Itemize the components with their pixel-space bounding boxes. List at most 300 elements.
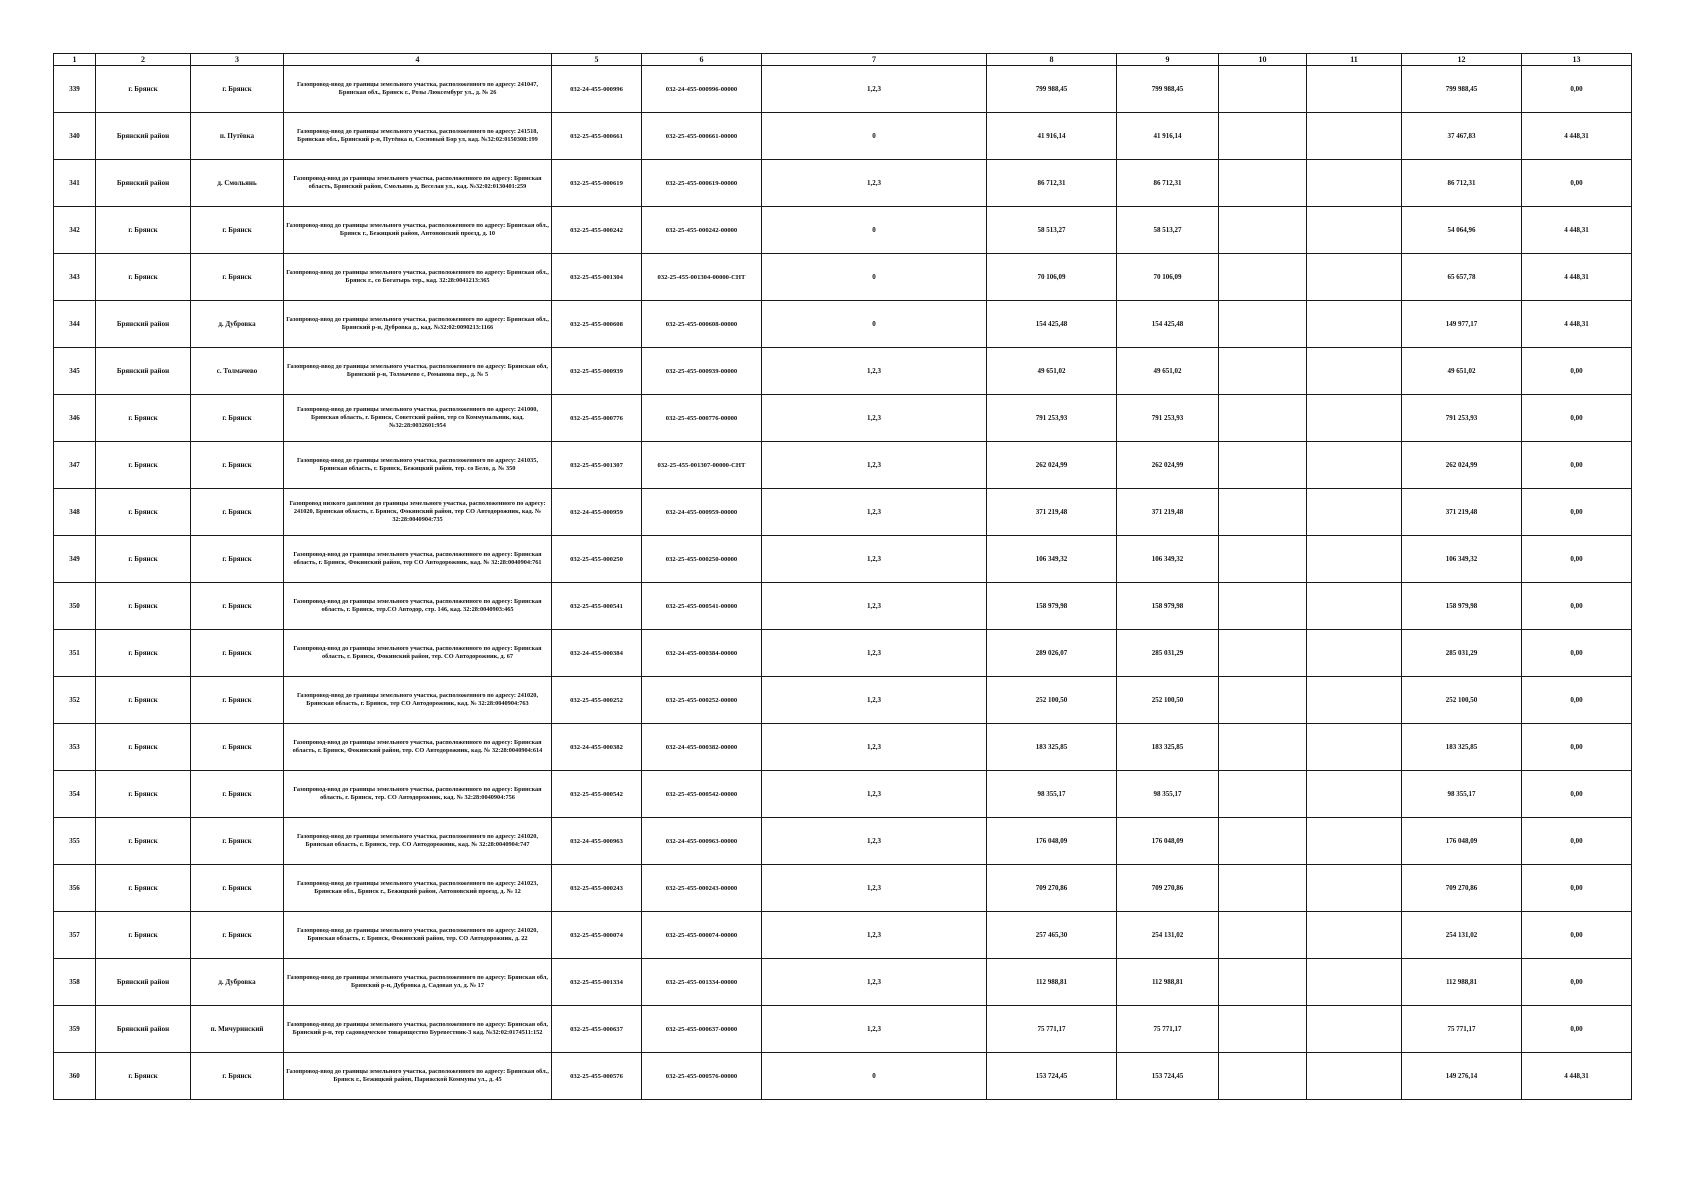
column-12-cell: 176 048,09 — [1402, 818, 1522, 865]
inventory-code-cell: 032-25-455-000576-00000 — [642, 1053, 762, 1100]
object-code-cell: 032-25-455-000074 — [552, 912, 642, 959]
inventory-code-cell: 032-25-455-000541-00000 — [642, 583, 762, 630]
object-code-cell: 032-25-455-000541 — [552, 583, 642, 630]
column-9-cell: 176 048,09 — [1117, 818, 1219, 865]
column-9-cell: 106 349,32 — [1117, 536, 1219, 583]
column-8-cell: 158 979,98 — [987, 583, 1117, 630]
settlement-cell: г. Брянск — [191, 583, 284, 630]
inventory-code-cell: 032-25-455-000637-00000 — [642, 1006, 762, 1053]
column-12-cell: 371 219,48 — [1402, 489, 1522, 536]
object-description-cell: Газопровод-ввод до границы земельного участка, расположенного по адресу: Брянская область, г. Брянск, тер. СО Автодорожник, кад. № 32:28:0040904:756 — [284, 771, 552, 818]
inventory-code-cell: 032-25-455-000242-00000 — [642, 207, 762, 254]
district-cell: г. Брянск — [96, 677, 191, 724]
settlement-cell: г. Брянск — [191, 442, 284, 489]
column-11-cell — [1307, 1006, 1402, 1053]
column-12-cell: 49 651,02 — [1402, 348, 1522, 395]
settlement-cell: г. Брянск — [191, 912, 284, 959]
column-9-cell: 58 513,27 — [1117, 207, 1219, 254]
district-cell: г. Брянск — [96, 395, 191, 442]
district-cell: г. Брянск — [96, 583, 191, 630]
settlement-cell: г. Брянск — [191, 677, 284, 724]
row-number-cell: 341 — [54, 160, 96, 207]
inventory-code-cell: 032-25-455-000542-00000 — [642, 771, 762, 818]
row-number-cell: 340 — [54, 113, 96, 160]
column-11-cell — [1307, 160, 1402, 207]
object-description-cell: Газопровод-ввод до границы земельного участка, расположенного по адресу: 241035, Брянская область, г. Брянск, Бежицкий район, тер. со Бело, д. № 350 — [284, 442, 552, 489]
column-13-cell: 0,00 — [1522, 160, 1632, 207]
object-code-cell: 032-25-455-000661 — [552, 113, 642, 160]
column-8-cell: 289 026,07 — [987, 630, 1117, 677]
column-11-cell — [1307, 442, 1402, 489]
column-7-cell: 1,2,3 — [762, 818, 987, 865]
column-11-cell — [1307, 724, 1402, 771]
district-cell: г. Брянск — [96, 818, 191, 865]
column-8-cell: 112 988,81 — [987, 959, 1117, 1006]
column-header-1: 1 — [54, 54, 96, 66]
column-7-cell: 1,2,3 — [762, 536, 987, 583]
row-number-cell: 345 — [54, 348, 96, 395]
district-cell: г. Брянск — [96, 254, 191, 301]
table-row — [54, 630, 1632, 677]
table-row — [54, 583, 1632, 630]
settlement-cell: г. Брянск — [191, 489, 284, 536]
object-description-cell: Газопровод-ввод до границы земельного участка, расположенного по адресу: 241023, Брянская обл., Брянск г., Бежицкий район, Антоновский проезд, д. № 12 — [284, 865, 552, 912]
column-header-5: 5 — [552, 54, 642, 66]
object-code-cell: 032-25-455-000576 — [552, 1053, 642, 1100]
column-9-cell: 285 031,29 — [1117, 630, 1219, 677]
column-9-cell: 41 916,14 — [1117, 113, 1219, 160]
object-description-cell: Газопровод-ввод до границы земельного участка, расположенного по адресу: Брянская обл, Брянский р-н, Дубровка д, Садовая ул, д. № 17 — [284, 959, 552, 1006]
column-header-2: 2 — [96, 54, 191, 66]
column-8-cell: 41 916,14 — [987, 113, 1117, 160]
district-cell: г. Брянск — [96, 771, 191, 818]
table-row — [54, 442, 1632, 489]
column-12-cell: 799 988,45 — [1402, 66, 1522, 113]
column-9-cell: 254 131,02 — [1117, 912, 1219, 959]
district-cell: Брянский район — [96, 113, 191, 160]
inventory-code-cell: 032-25-455-000250-00000 — [642, 536, 762, 583]
column-13-cell: 0,00 — [1522, 912, 1632, 959]
column-13-cell: 0,00 — [1522, 1006, 1632, 1053]
column-8-cell: 176 048,09 — [987, 818, 1117, 865]
column-11-cell — [1307, 959, 1402, 1006]
column-12-cell: 262 024,99 — [1402, 442, 1522, 489]
column-11-cell — [1307, 207, 1402, 254]
settlement-cell: г. Брянск — [191, 724, 284, 771]
settlement-cell: п. Мичуринский — [191, 1006, 284, 1053]
column-7-cell: 1,2,3 — [762, 912, 987, 959]
district-cell: Брянский район — [96, 160, 191, 207]
district-cell: г. Брянск — [96, 724, 191, 771]
object-code-cell: 032-25-455-001304 — [552, 254, 642, 301]
inventory-code-cell: 032-24-455-000996-00000 — [642, 66, 762, 113]
column-9-cell: 153 724,45 — [1117, 1053, 1219, 1100]
table-row — [54, 865, 1632, 912]
inventory-code-cell: 032-25-455-000243-00000 — [642, 865, 762, 912]
column-header-8: 8 — [987, 54, 1117, 66]
column-7-cell: 1,2,3 — [762, 348, 987, 395]
column-12-cell: 37 467,83 — [1402, 113, 1522, 160]
object-description-cell: Газопровод-ввод до границы земельного участка, расположенного по адресу: Брянская обл, Брянский р-н, тер садоводческое товарищество Буревестник-3 кад. №32:02:0174511:152 — [284, 1006, 552, 1053]
column-11-cell — [1307, 818, 1402, 865]
column-10-cell — [1219, 113, 1307, 160]
settlement-cell: д. Дубровка — [191, 959, 284, 1006]
district-cell: Брянский район — [96, 301, 191, 348]
column-header-7: 7 — [762, 54, 987, 66]
column-8-cell: 75 771,17 — [987, 1006, 1117, 1053]
object-code-cell: 032-25-455-000252 — [552, 677, 642, 724]
column-7-cell: 1,2,3 — [762, 959, 987, 1006]
column-10-cell — [1219, 442, 1307, 489]
column-9-cell: 799 988,45 — [1117, 66, 1219, 113]
object-description-cell: Газопровод-ввод до границы земельного участка, расположенного по адресу: Брянская обл., Брянск г., Бежицкий район, Парижской Коммуны ул., д. 45 — [284, 1053, 552, 1100]
column-12-cell: 183 325,85 — [1402, 724, 1522, 771]
inventory-code-cell: 032-24-455-000382-00000 — [642, 724, 762, 771]
column-13-cell: 0,00 — [1522, 348, 1632, 395]
inventory-code-cell: 032-25-455-000608-00000 — [642, 301, 762, 348]
column-10-cell — [1219, 207, 1307, 254]
district-cell: г. Брянск — [96, 865, 191, 912]
settlement-cell: г. Брянск — [191, 395, 284, 442]
column-7-cell: 1,2,3 — [762, 442, 987, 489]
column-header-10: 10 — [1219, 54, 1307, 66]
settlement-cell: г. Брянск — [191, 66, 284, 113]
column-12-cell: 75 771,17 — [1402, 1006, 1522, 1053]
column-9-cell: 112 988,81 — [1117, 959, 1219, 1006]
row-number-cell: 354 — [54, 771, 96, 818]
column-10-cell — [1219, 912, 1307, 959]
table-row — [54, 912, 1632, 959]
object-description-cell: Газопровод-ввод до границы земельного участка, расположенного по адресу: 241020, Брянская область, г. Брянск, тер СО Автодорожник, кад. № 32:28:0040904:763 — [284, 677, 552, 724]
table-row — [54, 348, 1632, 395]
column-7-cell: 1,2,3 — [762, 865, 987, 912]
column-12-cell: 54 064,96 — [1402, 207, 1522, 254]
object-description-cell: Газопровод-ввод до границы земельного участка, расположенного по адресу: Брянская область, Брянский район, Смольянь д, Веселая ул., кад. №32:02:0130401:259 — [284, 160, 552, 207]
column-13-cell: 0,00 — [1522, 771, 1632, 818]
row-number-cell: 357 — [54, 912, 96, 959]
column-10-cell — [1219, 66, 1307, 113]
object-description-cell: Газопровод-ввод до границы земельного участка, расположенного по адресу: Брянская обл., Брянск г., Бежицкий район, Антоновский проезд, д. 10 — [284, 207, 552, 254]
column-11-cell — [1307, 912, 1402, 959]
column-8-cell: 153 724,45 — [987, 1053, 1117, 1100]
column-13-cell: 4 448,31 — [1522, 207, 1632, 254]
object-description-cell: Газопровод-ввод до границы земельного участка, расположенного по адресу: Брянская обл, Брянский р-н, Толмачево с, Романова пер., д. № 5 — [284, 348, 552, 395]
row-number-cell: 348 — [54, 489, 96, 536]
settlement-cell: г. Брянск — [191, 1053, 284, 1100]
row-number-cell: 351 — [54, 630, 96, 677]
row-number-cell: 359 — [54, 1006, 96, 1053]
column-9-cell: 86 712,31 — [1117, 160, 1219, 207]
column-10-cell — [1219, 1053, 1307, 1100]
row-number-cell: 343 — [54, 254, 96, 301]
column-13-cell: 0,00 — [1522, 536, 1632, 583]
column-13-cell: 0,00 — [1522, 583, 1632, 630]
table-row — [54, 113, 1632, 160]
object-code-cell: 032-25-455-000637 — [552, 1006, 642, 1053]
column-11-cell — [1307, 1053, 1402, 1100]
column-9-cell: 75 771,17 — [1117, 1006, 1219, 1053]
object-code-cell: 032-25-455-000243 — [552, 865, 642, 912]
settlement-cell: г. Брянск — [191, 254, 284, 301]
table-row — [54, 771, 1632, 818]
column-header-12: 12 — [1402, 54, 1522, 66]
object-description-cell: Газопровод-ввод до границы земельного участка, расположенного по адресу: Брянская область, г. Брянск, Фокинский район, тер СО Автодорожник, кад. № 32:28:0040904:761 — [284, 536, 552, 583]
object-code-cell: 032-25-455-000776 — [552, 395, 642, 442]
column-13-cell: 0,00 — [1522, 489, 1632, 536]
column-10-cell — [1219, 301, 1307, 348]
column-8-cell: 252 100,50 — [987, 677, 1117, 724]
settlement-cell: д. Смольянь — [191, 160, 284, 207]
column-10-cell — [1219, 771, 1307, 818]
column-9-cell: 70 106,09 — [1117, 254, 1219, 301]
registry-table — [53, 53, 1632, 1100]
district-cell: г. Брянск — [96, 1053, 191, 1100]
inventory-code-cell: 032-25-455-001307-00000-СНТ — [642, 442, 762, 489]
column-8-cell: 257 465,30 — [987, 912, 1117, 959]
settlement-cell: г. Брянск — [191, 865, 284, 912]
object-code-cell: 032-25-455-001307 — [552, 442, 642, 489]
object-code-cell: 032-25-455-000242 — [552, 207, 642, 254]
column-10-cell — [1219, 630, 1307, 677]
column-10-cell — [1219, 865, 1307, 912]
object-code-cell: 032-25-455-000619 — [552, 160, 642, 207]
object-description-cell: Газопровод-ввод до границы земельного участка, расположенного по адресу: 241047, Брянская обл., Брянск г., Розы Люксембург ул., д. № 26 — [284, 66, 552, 113]
row-number-cell: 358 — [54, 959, 96, 1006]
object-description-cell: Газопровод-ввод до границы земельного участка, расположенного по адресу: 241518, Брянская обл., Брянский р-н, Путёвка п, Сосновый Бор ул, кад. №32:02:0150308:199 — [284, 113, 552, 160]
column-header-3: 3 — [191, 54, 284, 66]
table-row — [54, 677, 1632, 724]
column-11-cell — [1307, 583, 1402, 630]
object-code-cell: 032-25-455-000542 — [552, 771, 642, 818]
column-9-cell: 158 979,98 — [1117, 583, 1219, 630]
column-number-row — [54, 54, 1632, 66]
column-7-cell: 0 — [762, 207, 987, 254]
inventory-code-cell: 032-25-455-000252-00000 — [642, 677, 762, 724]
table-row — [54, 959, 1632, 1006]
object-description-cell: Газопровод-ввод до границы земельного участка, расположенного по адресу: Брянская область, г. Брянск, Фокинский район, тер. СО Автодорожник, д. 67 — [284, 630, 552, 677]
table-row — [54, 301, 1632, 348]
table-row — [54, 818, 1632, 865]
column-10-cell — [1219, 395, 1307, 442]
column-8-cell: 70 106,09 — [987, 254, 1117, 301]
district-cell: г. Брянск — [96, 442, 191, 489]
object-description-cell: Газопровод-ввод до границы земельного участка, расположенного по адресу: 241000, Брянская область, г. Брянск, Советский район, тер со Коммунальник, кад. №32:28:0032601:954 — [284, 395, 552, 442]
object-description-cell: Газопровод-ввод до границы земельного участка, расположенного по адресу: Брянская обл., Брянск г., со Богатырь тер., кад. 32:28:0041213:365 — [284, 254, 552, 301]
object-description-cell: Газопровод-ввод до границы земельного участка, расположенного по адресу: 241020, Брянская область, г. Брянск, Фокинский район, тер. СО Автодорожник, д. 22 — [284, 912, 552, 959]
column-12-cell: 252 100,50 — [1402, 677, 1522, 724]
table-row — [54, 1053, 1632, 1100]
column-10-cell — [1219, 724, 1307, 771]
object-code-cell: 032-25-455-000939 — [552, 348, 642, 395]
column-13-cell: 0,00 — [1522, 677, 1632, 724]
column-12-cell: 149 276,14 — [1402, 1053, 1522, 1100]
column-11-cell — [1307, 348, 1402, 395]
column-7-cell: 0 — [762, 254, 987, 301]
column-8-cell: 183 325,85 — [987, 724, 1117, 771]
column-12-cell: 112 988,81 — [1402, 959, 1522, 1006]
column-10-cell — [1219, 818, 1307, 865]
column-12-cell: 86 712,31 — [1402, 160, 1522, 207]
column-8-cell: 106 349,32 — [987, 536, 1117, 583]
column-12-cell: 709 270,86 — [1402, 865, 1522, 912]
column-10-cell — [1219, 1006, 1307, 1053]
settlement-cell: г. Брянск — [191, 536, 284, 583]
object-code-cell: 032-24-455-000959 — [552, 489, 642, 536]
column-12-cell: 254 131,02 — [1402, 912, 1522, 959]
column-13-cell: 0,00 — [1522, 630, 1632, 677]
object-description-cell: Газопровод-ввод до границы земельного участка, расположенного по адресу: Брянская область, г. Брянск, Фокинский район, тер. СО Автодорожник, кад. № 32:28:0040904:614 — [284, 724, 552, 771]
settlement-cell: г. Брянск — [191, 771, 284, 818]
column-9-cell: 709 270,86 — [1117, 865, 1219, 912]
object-code-cell: 032-25-455-000250 — [552, 536, 642, 583]
district-cell: Брянский район — [96, 348, 191, 395]
table-body — [54, 66, 1632, 1100]
table-row — [54, 489, 1632, 536]
table-row — [54, 254, 1632, 301]
column-8-cell: 371 219,48 — [987, 489, 1117, 536]
column-7-cell: 1,2,3 — [762, 1006, 987, 1053]
column-8-cell: 86 712,31 — [987, 160, 1117, 207]
object-code-cell: 032-25-455-001334 — [552, 959, 642, 1006]
column-8-cell: 262 024,99 — [987, 442, 1117, 489]
column-11-cell — [1307, 395, 1402, 442]
row-number-cell: 356 — [54, 865, 96, 912]
settlement-cell: г. Брянск — [191, 818, 284, 865]
column-13-cell: 4 448,31 — [1522, 301, 1632, 348]
table-row — [54, 536, 1632, 583]
district-cell: Брянский район — [96, 959, 191, 1006]
column-10-cell — [1219, 160, 1307, 207]
column-13-cell: 0,00 — [1522, 865, 1632, 912]
inventory-code-cell: 032-25-455-000074-00000 — [642, 912, 762, 959]
table-row — [54, 1006, 1632, 1053]
column-9-cell: 262 024,99 — [1117, 442, 1219, 489]
column-7-cell: 1,2,3 — [762, 489, 987, 536]
inventory-code-cell: 032-25-455-000776-00000 — [642, 395, 762, 442]
column-10-cell — [1219, 348, 1307, 395]
column-11-cell — [1307, 630, 1402, 677]
inventory-code-cell: 032-25-455-000939-00000 — [642, 348, 762, 395]
settlement-cell: г. Брянск — [191, 630, 284, 677]
column-7-cell: 1,2,3 — [762, 66, 987, 113]
column-7-cell: 1,2,3 — [762, 677, 987, 724]
object-description-cell: Газопровод низкого давления до границы земельного участка, расположенного по адресу: 241020, Брянская область, г. Брянск, Фокинский район, тер СО Автодорожник, кад. № 32:28:0040904:735 — [284, 489, 552, 536]
column-11-cell — [1307, 677, 1402, 724]
row-number-cell: 353 — [54, 724, 96, 771]
settlement-cell: г. Брянск — [191, 207, 284, 254]
inventory-code-cell: 032-24-455-000963-00000 — [642, 818, 762, 865]
column-7-cell: 1,2,3 — [762, 724, 987, 771]
column-8-cell: 98 355,17 — [987, 771, 1117, 818]
object-code-cell: 032-25-455-000608 — [552, 301, 642, 348]
column-11-cell — [1307, 113, 1402, 160]
row-number-cell: 339 — [54, 66, 96, 113]
row-number-cell: 349 — [54, 536, 96, 583]
column-9-cell: 154 425,48 — [1117, 301, 1219, 348]
column-8-cell: 709 270,86 — [987, 865, 1117, 912]
object-code-cell: 032-24-455-000384 — [552, 630, 642, 677]
column-12-cell: 158 979,98 — [1402, 583, 1522, 630]
district-cell: Брянский район — [96, 1006, 191, 1053]
column-12-cell: 149 977,17 — [1402, 301, 1522, 348]
column-header-13: 13 — [1522, 54, 1632, 66]
column-9-cell: 183 325,85 — [1117, 724, 1219, 771]
object-code-cell: 032-24-455-000963 — [552, 818, 642, 865]
column-header-9: 9 — [1117, 54, 1219, 66]
settlement-cell: с. Толмачево — [191, 348, 284, 395]
column-13-cell: 0,00 — [1522, 724, 1632, 771]
row-number-cell: 344 — [54, 301, 96, 348]
column-9-cell: 371 219,48 — [1117, 489, 1219, 536]
column-9-cell: 49 651,02 — [1117, 348, 1219, 395]
inventory-code-cell: 032-24-455-000959-00000 — [642, 489, 762, 536]
column-12-cell: 65 657,78 — [1402, 254, 1522, 301]
column-13-cell: 0,00 — [1522, 395, 1632, 442]
column-8-cell: 799 988,45 — [987, 66, 1117, 113]
row-number-cell: 360 — [54, 1053, 96, 1100]
inventory-code-cell: 032-25-455-000619-00000 — [642, 160, 762, 207]
district-cell: г. Брянск — [96, 207, 191, 254]
object-description-cell: Газопровод-ввод до границы земельного участка, расположенного по адресу: 241020, Брянская область, г. Брянск, тер. СО Автодорожник, кад. № 32:28:0040904:747 — [284, 818, 552, 865]
column-7-cell: 1,2,3 — [762, 395, 987, 442]
column-13-cell: 0,00 — [1522, 818, 1632, 865]
settlement-cell: п. Путёвка — [191, 113, 284, 160]
column-13-cell: 4 448,31 — [1522, 1053, 1632, 1100]
column-11-cell — [1307, 771, 1402, 818]
table-row — [54, 160, 1632, 207]
column-9-cell: 98 355,17 — [1117, 771, 1219, 818]
column-13-cell: 0,00 — [1522, 959, 1632, 1006]
column-13-cell: 0,00 — [1522, 66, 1632, 113]
row-number-cell: 350 — [54, 583, 96, 630]
column-10-cell — [1219, 959, 1307, 1006]
column-13-cell: 4 448,31 — [1522, 254, 1632, 301]
row-number-cell: 352 — [54, 677, 96, 724]
column-header-11: 11 — [1307, 54, 1402, 66]
column-8-cell: 49 651,02 — [987, 348, 1117, 395]
column-7-cell: 0 — [762, 1053, 987, 1100]
district-cell: г. Брянск — [96, 66, 191, 113]
column-header-4: 4 — [284, 54, 552, 66]
object-description-cell: Газопровод-ввод до границы земельного участка, расположенного по адресу: Брянская обл., Брянский р-н, Дубровка д., кад. №32:02:0090213:1166 — [284, 301, 552, 348]
column-10-cell — [1219, 677, 1307, 724]
column-8-cell: 154 425,48 — [987, 301, 1117, 348]
settlement-cell: д. Дубровка — [191, 301, 284, 348]
column-7-cell: 1,2,3 — [762, 160, 987, 207]
inventory-code-cell: 032-25-455-001334-00000 — [642, 959, 762, 1006]
row-number-cell: 347 — [54, 442, 96, 489]
column-10-cell — [1219, 583, 1307, 630]
column-11-cell — [1307, 66, 1402, 113]
inventory-code-cell: 032-24-455-000384-00000 — [642, 630, 762, 677]
column-11-cell — [1307, 301, 1402, 348]
column-11-cell — [1307, 865, 1402, 912]
district-cell: г. Брянск — [96, 489, 191, 536]
table-row — [54, 66, 1632, 113]
column-12-cell: 285 031,29 — [1402, 630, 1522, 677]
row-number-cell: 346 — [54, 395, 96, 442]
row-number-cell: 355 — [54, 818, 96, 865]
inventory-code-cell: 032-25-455-001304-00000-СНТ — [642, 254, 762, 301]
district-cell: г. Брянск — [96, 536, 191, 583]
column-7-cell: 1,2,3 — [762, 771, 987, 818]
column-12-cell: 791 253,93 — [1402, 395, 1522, 442]
column-13-cell: 0,00 — [1522, 442, 1632, 489]
column-8-cell: 58 513,27 — [987, 207, 1117, 254]
table-row — [54, 395, 1632, 442]
district-cell: г. Брянск — [96, 912, 191, 959]
column-11-cell — [1307, 489, 1402, 536]
